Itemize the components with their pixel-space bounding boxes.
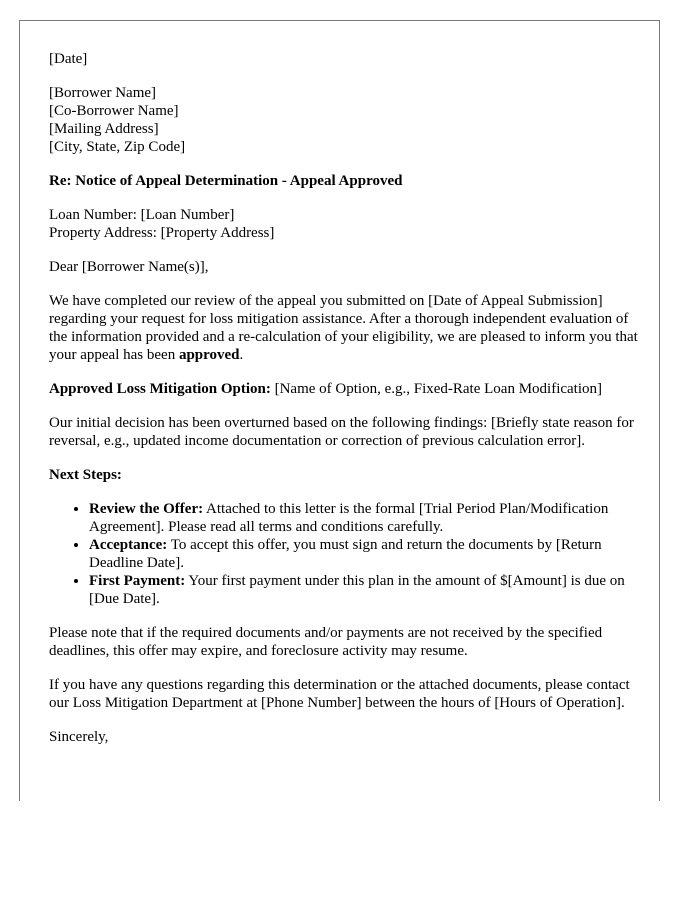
- list-item-label: Review the Offer:: [89, 501, 204, 517]
- loan-number: Loan Number: [Loan Number]: [49, 207, 235, 223]
- approved-option-paragraph: [49, 380, 639, 398]
- intro-paragraph: [49, 292, 639, 364]
- recipient-block: [49, 84, 639, 156]
- list-item-label: Acceptance:: [89, 537, 168, 553]
- next-steps-heading: Next Steps:: [49, 467, 122, 483]
- approved-emphasis: approved: [178, 347, 240, 363]
- approved-option-text: [Name of Option, e.g., Fixed-Rate Loan Modification]: [270, 381, 603, 397]
- borrower-name: [Borrower Name]: [49, 85, 157, 101]
- intro-end: .: [239, 347, 244, 363]
- findings-paragraph: Our initial decision has been overturned based on the following findings: [Briefly state reason for reversal, e.g., updated income documentation or correction of previous calculation error].: [49, 415, 634, 449]
- list-item-review-offer: [89, 500, 639, 536]
- list-item-first-payment: [89, 572, 639, 608]
- intro-text: We have completed our review of the appeal you submitted on [Date of Appeal Submission] regarding your request for loss mitigation assistance. After a thorough independent evaluation of the information provided and a re-calculation of your eligibility, we are pleased to inform you that your appeal has been: [49, 293, 638, 363]
- loan-info: [49, 206, 639, 242]
- property-address: Property Address: [Property Address]: [49, 225, 275, 241]
- approved-option-label: Approved Loss Mitigation Option:: [49, 381, 271, 397]
- list-item-acceptance: [89, 536, 639, 572]
- salutation: Dear [Borrower Name(s)],: [49, 259, 209, 275]
- subject-line: Re: Notice of Appeal Determination - Appeal Approved: [49, 173, 403, 189]
- city-state-zip: [City, State, Zip Code]: [49, 139, 186, 155]
- list-item-text: Attached to this letter is the formal [Trial Period Plan/Modification Agreement]. Please read all terms and conditions carefully.: [89, 501, 609, 535]
- mailing-address: [Mailing Address]: [49, 121, 159, 137]
- letter-page: [19, 20, 660, 801]
- letter-body: [49, 50, 639, 762]
- list-item-text: Your first payment under this plan in the amount of $[Amount] is due on [Due Date].: [89, 573, 625, 607]
- next-steps-list: [49, 500, 639, 608]
- notice-paragraph: Please note that if the required documents and/or payments are not received by the specified deadlines, this offer may expire, and foreclosure activity may resume.: [49, 625, 603, 659]
- letter-date: [Date]: [49, 51, 88, 67]
- list-item-text: To accept this offer, you must sign and return the documents by [Return Deadline Date].: [89, 537, 602, 571]
- list-item-label: First Payment:: [89, 573, 186, 589]
- co-borrower-name: [Co-Borrower Name]: [49, 103, 179, 119]
- closing: Sincerely,: [49, 729, 109, 745]
- contact-paragraph: If you have any questions regarding this determination or the attached documents, please contact our Loss Mitigation Department at [Phone Number] between the hours of [Hours of Operation].: [49, 677, 630, 711]
